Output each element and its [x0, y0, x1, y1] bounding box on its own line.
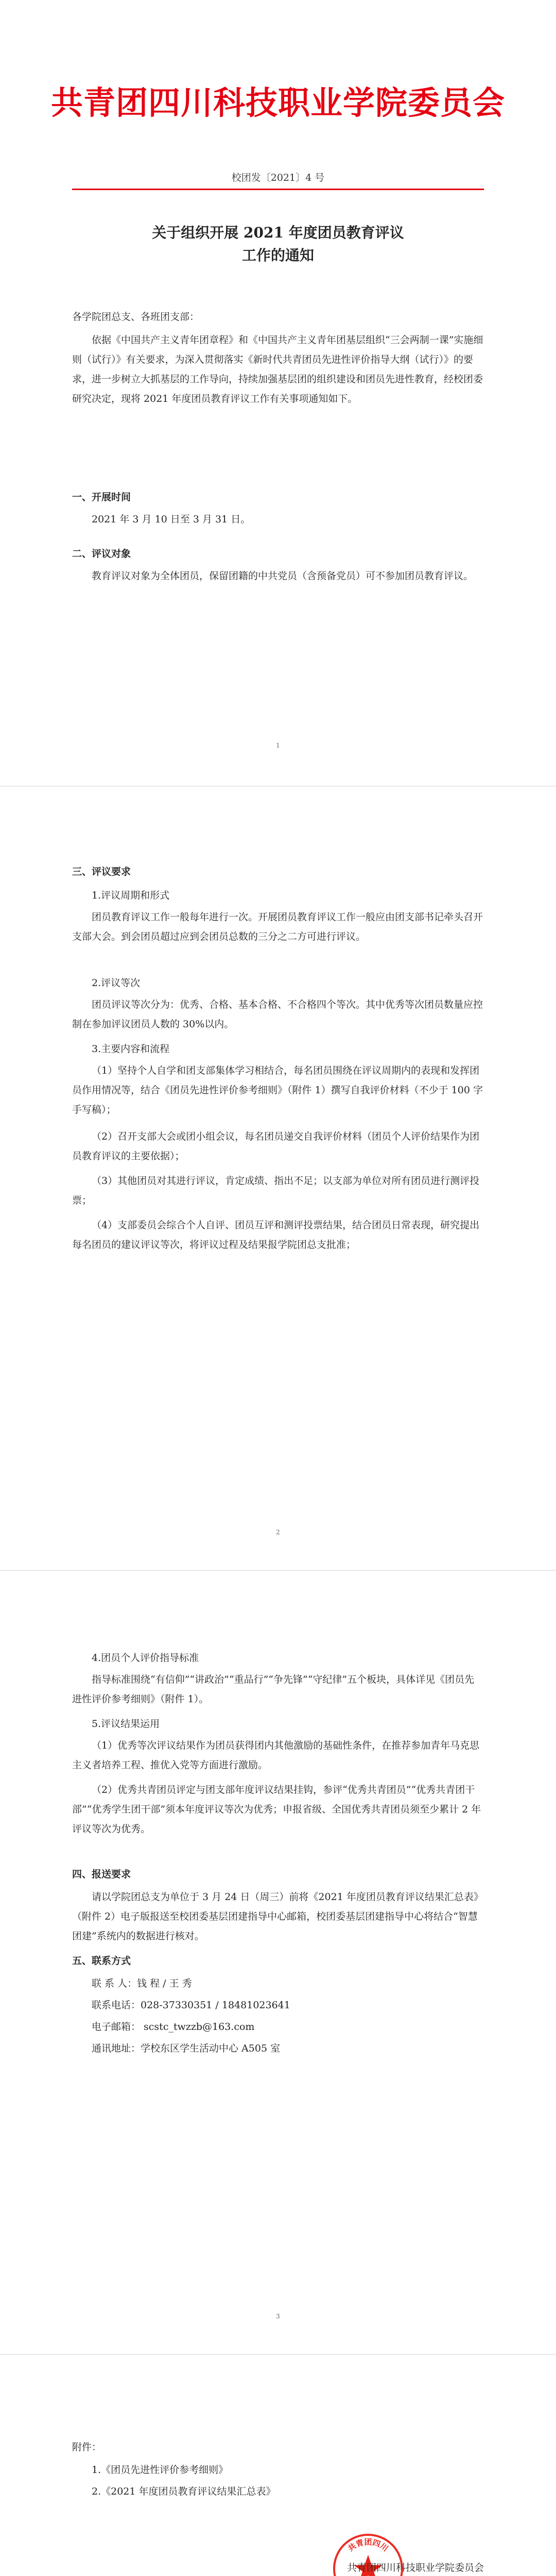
- section-4-text: 请以学院团总支为单位于 3 月 24 日（周三）前将《2021 年度团员教育评议结果汇总表》（附件 2）电子版报送至校团委基层团建指导中心邮箱，校团委基层团建指导中心将结合“智慧团建”系统内的数据进行核对。: [72, 1891, 483, 1942]
- document-title: [0, 222, 556, 267]
- title-line-2: 工作的通知: [241, 247, 314, 264]
- sub1-text: 团员教育评议工作一般每年进行一次。开展团员教育评议工作一般应由团支部书记牵头召开支部大会。到会团员超过应到会团员总数的三分之二方可进行评议。: [72, 911, 483, 942]
- page-2: [0, 787, 556, 1570]
- attachments-label: 附件：: [72, 2442, 102, 2453]
- section-1-heading: 一、开展时间: [72, 492, 131, 503]
- sub1-title: 1.评议周期和形式: [92, 890, 170, 901]
- sub3-item-3: （3）其他团员对其进行评议，肯定成绩、指出不足；以支部为单位对所有团员进行测评投票；: [72, 1175, 480, 1206]
- stamp-top-text: 共青团四川: [346, 2537, 390, 2553]
- sub3-title: 3.主要内容和流程: [92, 1043, 170, 1055]
- sub4-text: 指导标准围绕“有信仰”“讲政治”“重品行”“争先锋”“守纪律”五个板块，具体详见《团员先进性评价参考细则》（附件 1）。: [72, 1674, 475, 1705]
- page-number-1: 1: [276, 742, 280, 749]
- org-title: 共青团四川科技职业学院委员会: [50, 84, 505, 122]
- section-2-heading: 二、评议对象: [72, 548, 131, 560]
- contact-email: 电子邮箱： scstc_twzzb@163.com: [92, 2021, 255, 2032]
- sub4-title: 4.团员个人评价指导标准: [92, 1652, 199, 1664]
- section-1-text: 2021 年 3 月 10 日至 3 月 31 日。: [92, 514, 251, 525]
- signature-org: 共青团四川科技职业学院委员会: [346, 2562, 484, 2573]
- sub2-text: 团员评议等次分为：优秀、合格、基本合格、不合格四个等次。其中优秀等次团员数量应控制在参加评议团员人数的 30%以内。: [72, 999, 483, 1030]
- intro-paragraph: 依据《中国共产主义青年团章程》和《中国共产主义青年团基层组织“三会两制一课”实施细则（试行）》有关要求，为深入贯彻落实《新时代共青团员先进性评价指导大纲（试行）》的要求，进一步树立大抓基层的工作导向，持续加强基层团的组织建设和团员先进性教育，经校团委研究决定，现将 2021 年度团员教育评议工作有关事项通知如下。: [72, 334, 483, 404]
- page-3: [0, 1571, 556, 2354]
- section-5-heading: 五、联系方式: [72, 1955, 131, 1967]
- page-4: [0, 2355, 556, 2576]
- section-4-heading: 四、报送要求: [72, 1869, 131, 1880]
- sub5-title: 5.评议结果运用: [92, 1718, 160, 1730]
- red-rule: [72, 189, 484, 190]
- page-number-3: 3: [276, 2313, 280, 2320]
- contact-phone: 联系电话：028-37330351 / 18481023641: [92, 1999, 290, 2011]
- sub3-item-1: （1）坚持个人自学和团支部集体学习相结合，每名团员围绕在评议周期内的表现和发挥团员作用情况等，结合《团员先进性评价参考细则》（附件 1）撰写自我评价材料（不少于 100 字手写稿）；: [72, 1065, 483, 1115]
- section-3-heading: 三、评议要求: [72, 866, 131, 877]
- doc-number: 校团发〔2021〕4 号: [231, 172, 325, 183]
- sub2-title: 2.评议等次: [92, 977, 141, 989]
- attachment-2: 2.《2021 年度团员教育评议结果汇总表》: [92, 2486, 276, 2497]
- page-1: [0, 0, 556, 786]
- contact-address: 通讯地址：学校东区学生活动中心 A505 室: [92, 2043, 281, 2054]
- page-number-2: 2: [276, 1529, 280, 1536]
- sub5-item-2: （2）优秀共青团员评定与团支部年度评议结果挂钩，参评“优秀共青团员”“优秀共青团干部”“优秀学生团干部”须本年度评议等次为优秀；申报省级、全国优秀共青团员须至少累计 2 年评议等次为优秀。: [72, 1784, 481, 1835]
- svg-text:共青团四川: [346, 2537, 390, 2553]
- sub3-item-4: （4）支部委员会综合个人自评、团员互评和测评投票结果，结合团员日常表现，研究提出每名团员的建议评议等次，将评议过程及结果报学院团总支批准；: [72, 1219, 480, 1250]
- title-line-1: 关于组织开展 2021 年度团员教育评议: [152, 224, 404, 241]
- contact-person: 联 系 人：钱 程 / 王 秀: [92, 1978, 192, 1989]
- sub5-item-1: （1）优秀等次评议结果作为团员获得团内其他激励的基础性条件，在推荐参加青年马克思主义者培养工程、推优入党等方面进行激励。: [72, 1740, 480, 1771]
- salutation: 各学院团总支、各班团支部：: [72, 311, 200, 323]
- sub3-item-2: （2）召开支部大会或团小组会议，每名团员递交自我评价材料（团员个人评价结果作为团员教育评议的主要依据）；: [72, 1131, 480, 1162]
- attachment-1: 1.《团员先进性评价参考细则》: [92, 2464, 229, 2476]
- section-2-text: 教育评议对象为全体团员，保留团籍的中共党员（含预备党员）可不参加团员教育评议。: [92, 570, 474, 582]
